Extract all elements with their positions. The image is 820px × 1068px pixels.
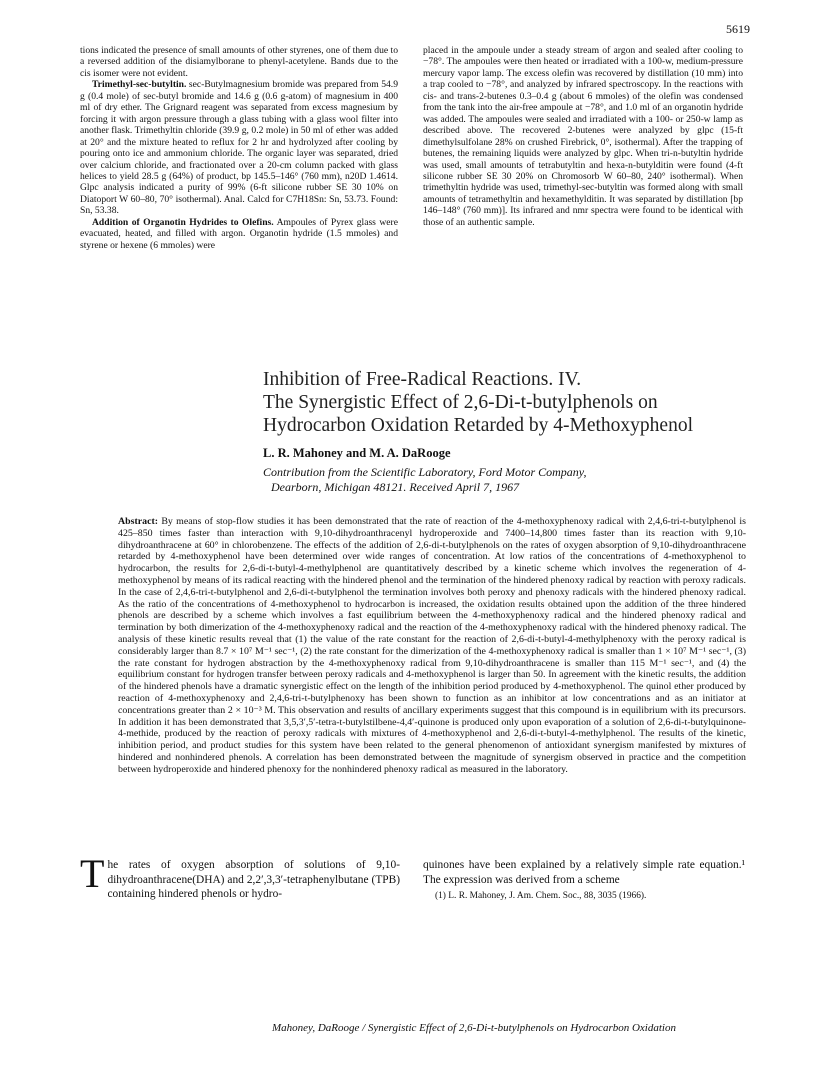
left-column: [80, 45, 398, 251]
intro-left: [80, 851, 400, 902]
intro-right: [423, 858, 745, 904]
abstract-text: By means of stop-flow studies it has been demonstrated that the rate of reaction of the 4-methoxyphenoxy radical with 2,4,6-tri-t-butylphenol is 425–850 times faster than interaction with 9,10-dihydroanthracenyl hydroperoxide and 7400–14,800 times faster than its reaction with 9,10-dihydroanthracene at 60° in chlorobenzene. The effects of the addition of 2,6-di-t-butylphenols on the rates of oxygen absorption of 9,10-dihydroanthracene retarded by 4-methoxyphenol have been determined over wide ranges of concentration. At low ratios of the concentrations of 4-methoxyphenol to hydrocarbon, the results for 2,6-di-t-butyl-4-methylphenol are quantitatively described by a kinetic scheme which involves the regeneration of 4-methoxyphenol by means of its radical reacting with the hindered phenol and the termination of the hindered phenoxy radical by reaction with peroxy radicals. In the case of 2,4,6-tri-t-butylphenol and 2,6-di-t-butylphenol the termination involves both peroxy and phenoxy radicals with the hindered phenoxy radical. As the ratio of the concentrations of 4-methoxyphenol to hydrocarbon is increased, the oxidation results obtained upon the addition of the three hindered phenols are described by a scheme which involves a fast equilibrium between the 4-methoxyphenoxy radical and the hindered phenoxy radical and termination by both dimerization of the 4-methoxyphenoxy radical and the reaction of the 4-methoxyphenoxy radical with the hindered phenoxy radical. The analysis of these kinetic results reveal that (1) the value of the rate constant for the reaction of 2,6-di-t-butyl-4-methylphenoxy with the peroxy radical is considerably larger than 8.7 × 10⁷ M⁻¹ sec⁻¹, (2) the rate constant for the dimerization of the 4-methoxyphenoxy radical is smaller than 1 × 10⁷ M⁻¹ sec⁻¹, (3) the rate constant for hydrogen abstraction by the 4-methoxyphenoxy radical from 9,10-dihydroanthracene is smaller than 115 M⁻¹ sec⁻¹, and (4) the equilibrium constant for hydrogen transfer between peroxy radicals and 4-methoxyphenol is larger than 50. In agreement with the kinetic results, the addition of the hindered phenols have a dramatic synergistic effect on the length of the inhibition period produced by 4-methoxyphenol. The quinol ether produced by reaction of 4-methoxyphenoxy and 2,4,6-tri-t-butylphenoxy has been shown to function as an inhibitor at low concentrations and as an initiator at concentrations greater than 2 × 10⁻³ M. This observation and results of ancillary experiments suggest that this compound is in equilibrium with its precursors. In addition it has been demonstrated that 3,5,3′,5′-tetra-t-butylstilbene-4,4′-quinone is produced only upon evaporation of a solution of 2,6-di-t-butylquinone-4-methide, produced by the reaction of peroxy radicals with mixtures of 4-methoxyphenol and 2,6-di-t-butyl-4-methylphenol. The results of the kinetic, inhibition period, and product studies for this system have been related to the general phenomenon of antioxidant synergism manifested by mixtures of hindered and nonhindered phenols. A correlation has been demonstrated between the magnitude of synergism observed in practice and the competition between hydroperoxide and hindered phenoxy for the nonhindered phenoxy radical as measured in the laboratory.: [118, 516, 746, 775]
abstract: [118, 516, 746, 776]
title-line: Inhibition of Free-Radical Reactions. IV.: [263, 369, 582, 390]
affiliation-line: Dearborn, Michigan 48121. Received April 7, 1967: [271, 480, 520, 494]
authors: L. R. Mahoney and M. A. DaRooge: [263, 446, 451, 460]
title-line: Hydrocarbon Oxidation Retarded by 4-Methoxyphenol: [263, 415, 693, 436]
paragraph-text: Ampoules of Pyrex glass were evacuated, heated, and filled with argon. Organotin hydride (1.5 mmoles) and styrene or hexene (6 mmoles) were: [80, 216, 399, 251]
running-footer: Mahoney, DaRooge / Synergistic Effect of 2,6-Di-t-butylphenols on Hydrocarbon Oxidation: [272, 1022, 676, 1034]
footnote: (1) L. R. Mahoney, J. Am. Chem. Soc., 88, 3035 (1966).: [435, 891, 647, 901]
abstract-label: Abstract:: [118, 516, 159, 527]
paragraph: [80, 79, 398, 216]
drop-cap: T: [80, 851, 105, 896]
title-line: The Synergistic Effect of 2,6-Di-t-butylphenols on: [263, 392, 658, 413]
affiliation-line: Contribution from the Scientific Laboratory, Ford Motor Company,: [263, 465, 587, 479]
intro-text: quinones have been explained by a relatively simple rate equation.¹ The expression was derived from a scheme: [423, 859, 745, 886]
paragraph: [80, 217, 398, 251]
affiliation: [263, 465, 586, 495]
intro-text: he rates of oxygen absorption of solutions of 9,10-dihydroanthracene(DHA) and 2,2′,3,3′-tetraphenylbutane (TPB) containing hindered phenols or hydro-: [107, 859, 400, 900]
paragraph: placed in the ampoule under a steady stream of argon and sealed after cooling to −78°. The ampoules were then heated or irradiated with a 100-w, medium-pressure mercury vapor lamp. The excess olefin was recovered by distillation (10 mm) into a trap cooled to −78°, and analyzed by infrared spectroscopy. In the reactions with cis- and trans-2-butenes 0.3–0.4 g (about 6 mmoles) of the olefin was condensed from the tank into the air-free ampoule at −78°, and 1.0 ml of an organotin hydride was added. The ampoules were sealed and irradiated with a 100- or 250-w lamp as described above. The recovered 2-butenes were analyzed by glpc (15-ft dimethylsulfolane 28% on crushed Firebrick, 0°, isothermal). After the trapping of butenes, the remaining liquids were analyzed by glpc. When tri-n-butyltin hydride was used, small amounts of tetrabutyltin and hexa-n-butylditin were found (4-ft silicone rubber SE 30 20% on Chromosorb W 60–80, 240° isothermal). When trimethyltin hydride was used, trimethyl-sec-butyltin was formed along with small amounts of tetramethyltin and hexamethylditin. It was separated by distillation [bp 146–148° (760 mm)]. Its infrared and nmr spectra were found to be identical with those of an authentic sample.: [423, 45, 743, 228]
run-in-heading: Addition of Organotin Hydrides to Olefins.: [92, 216, 274, 228]
right-column: [423, 45, 743, 228]
article-title: [263, 368, 763, 437]
paragraph-text: sec-Butylmagnesium bromide was prepared from 54.9 g (0.4 mole) of sec-butyl bromide and 14.6 g (0.6 g-atom) of magnesium in 400 ml of dry ether. The Grignard reagent was separated from excess magnesium by forcing it with argon pressure through a glass tubing with a glass wool filter into another flask. Trimethyltin chloride (39.9 g, 0.2 mole) in 50 ml of ether was added at 20° and the mixture heated to reflux for 2 hr and hydrolyzed after cooling by pouring onto ice and ammonium chloride. The organic layer was separated, dried over calcium chloride, and fractionated over a 20-cm column packed with glass helices to yield 28.5 g (64%) of product, bp 145.5–146° (760 mm), n20D 1.4614. Glpc analysis indicated a purity of 99% (6-ft silicone rubber SE 30 10% on Diatoport W 60–80, 70° isothermal). Anal. Calcd for C7H18Sn: Sn, 53.73. Found: Sn, 53.38.: [80, 79, 398, 217]
run-in-heading: Trimethyl-sec-butyltin.: [92, 79, 187, 91]
paragraph: tions indicated the presence of small amounts of other styrenes, one of them due to a reversed addition of the disiamylborane to phenyl-acetylene. Bands due to the cis isomer were not evident.: [80, 45, 398, 79]
page-number: 5619: [726, 22, 750, 36]
